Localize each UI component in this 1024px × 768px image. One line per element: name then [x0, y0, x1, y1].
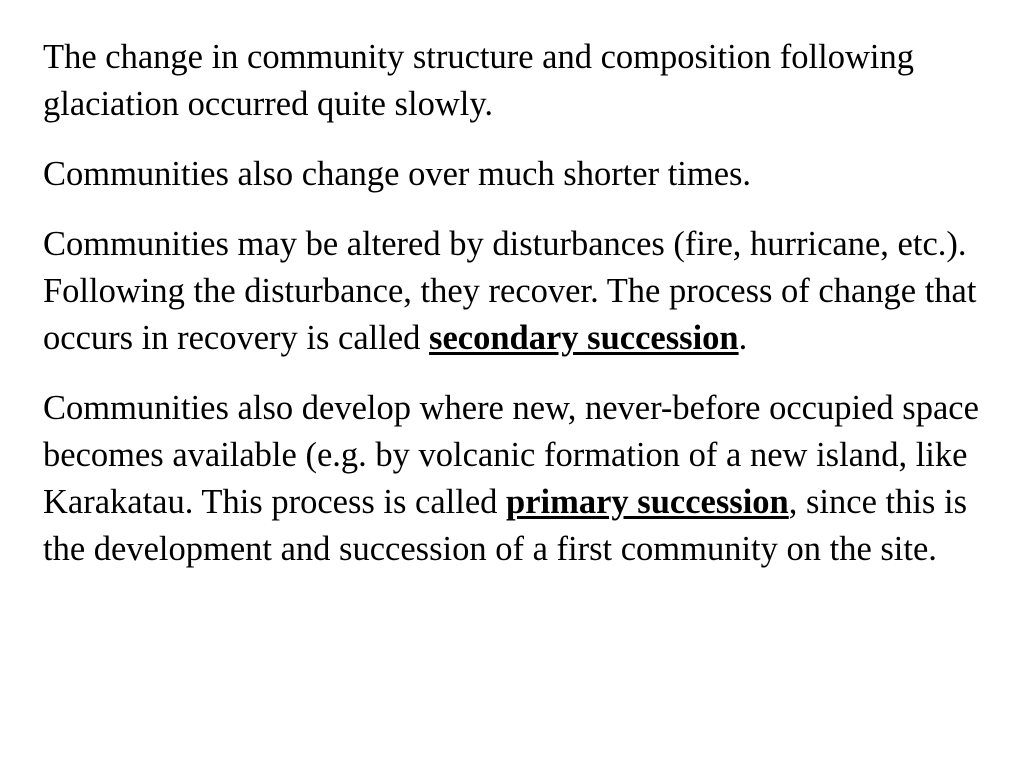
term-primary-succession: primary succession — [506, 483, 789, 521]
paragraph-glaciation: The change in community structure and composition following glaciation occurred quite slowly. — [43, 38, 914, 123]
paragraph-text: , since this is the development and succession of a first community on the site. — [43, 483, 967, 568]
term-secondary-succession: secondary succession — [429, 319, 739, 357]
paragraph-secondary-succession — [43, 221, 993, 362]
slide-content — [43, 34, 993, 596]
paragraph-text: Communities may be altered by disturbances (fire, hurricane, etc.). Following the disturbance, they recover. The process of change that occurs in recovery is called — [43, 225, 977, 357]
paragraph-primary-succession — [43, 385, 993, 573]
paragraph-shorter-times: Communities also change over much shorter times. — [43, 155, 752, 193]
paragraph-text: . — [738, 319, 748, 357]
paragraph-text: Communities also develop where new, never-before occupied space becomes available (e.g. by volcanic formation of a new island, like Karakatau. This process is called — [43, 389, 979, 521]
